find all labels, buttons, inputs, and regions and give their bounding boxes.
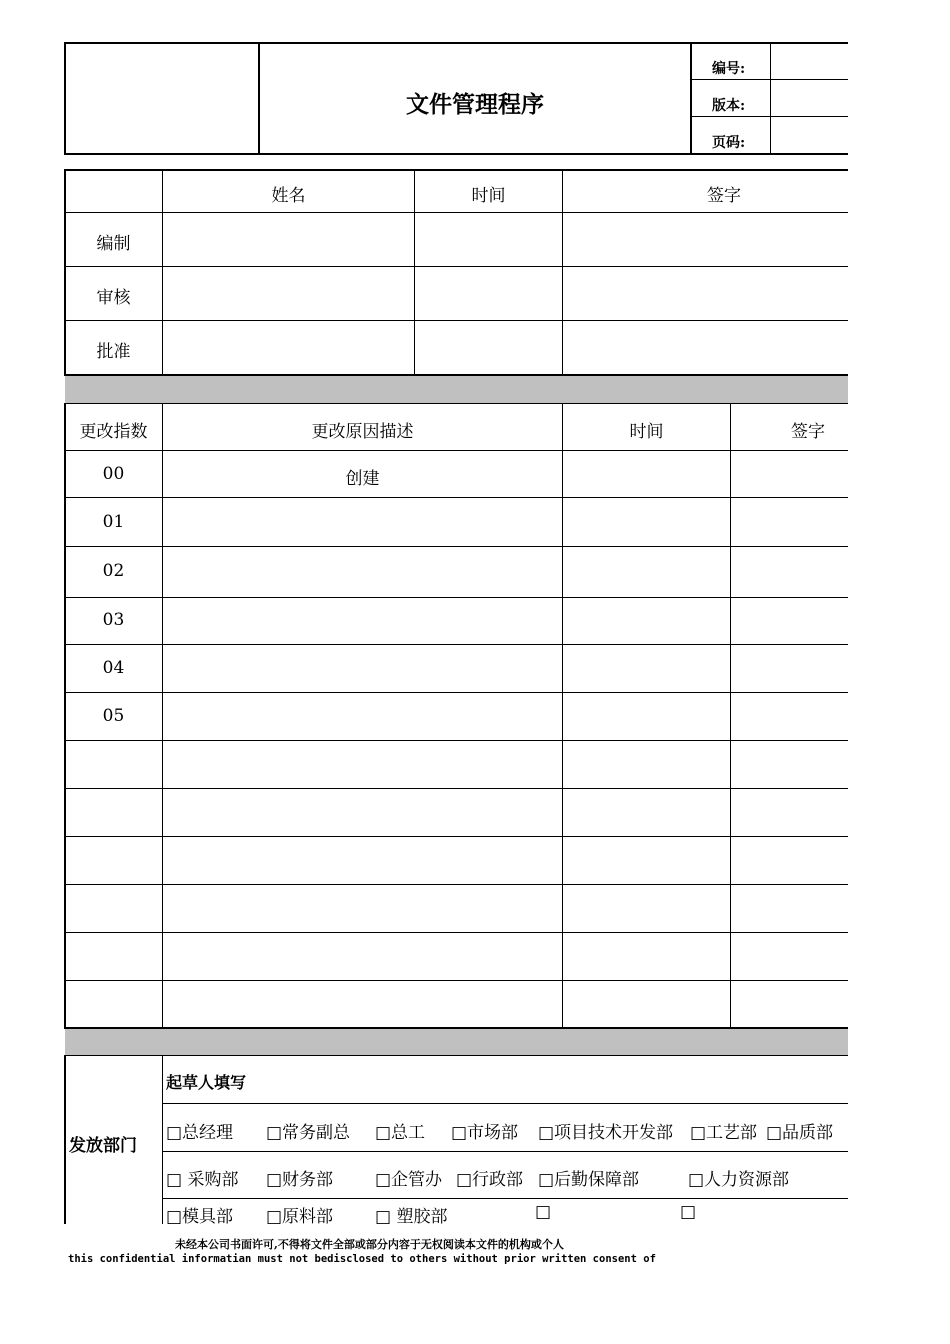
approval-row-prepared: 编制 [96, 234, 131, 254]
document-title: 文件管理程序 [406, 91, 544, 118]
section-separator [65, 376, 848, 403]
revision-col-signature: 签字 [791, 422, 825, 442]
checkbox-hr-dept[interactable]: □人力资源部 [688, 1170, 790, 1190]
checkbox-finance-dept[interactable]: □财务部 [266, 1170, 334, 1190]
checkbox-chief-engineer[interactable]: □总工 [375, 1123, 426, 1143]
revision-row-index: 04 [102, 658, 125, 678]
revision-col-index: 更改指数 [79, 422, 148, 442]
version-label: 版本: [712, 98, 746, 114]
revision-col-time: 时间 [629, 422, 664, 442]
distribution-label: 发放部门 [69, 1136, 137, 1156]
approval-row-approved: 批准 [96, 342, 131, 362]
checkbox-raw-material-dept[interactable]: □原料部 [266, 1207, 334, 1227]
revision-row-index: 05 [102, 706, 125, 726]
distribution-subtitle: 起草人填写 [166, 1073, 247, 1092]
checkbox-blank[interactable]: □ [680, 1202, 697, 1222]
checkbox-plastics-dept[interactable]: □ 塑胶部 [375, 1207, 448, 1227]
approval-row-reviewed: 审核 [96, 288, 131, 308]
checkbox-procurement-dept[interactable]: □ 采购部 [166, 1170, 239, 1190]
revision-col-description: 更改原因描述 [311, 422, 414, 442]
doc-number-label: 编号: [712, 61, 746, 77]
checkbox-logistics-dept[interactable]: □后勤保障部 [538, 1170, 640, 1190]
checkbox-blank[interactable]: □ [535, 1202, 552, 1222]
revision-row-index: 02 [102, 561, 125, 581]
checkbox-executive-deputy[interactable]: □常务副总 [266, 1123, 351, 1143]
checkbox-project-tech-dev-dept[interactable]: □项目技术开发部 [538, 1123, 674, 1143]
revision-row-index: 03 [102, 610, 125, 630]
approval-col-name: 姓名 [271, 186, 306, 206]
checkbox-quality-dept[interactable]: □品质部 [766, 1123, 834, 1143]
revision-row-desc: 创建 [345, 469, 380, 489]
confidentiality-notice-en: this confidential informatian must not bedisclosed to others without prior written consent of [68, 1253, 656, 1265]
checkbox-management-office[interactable]: □企管办 [375, 1170, 443, 1190]
page-number-label: 页码: [712, 135, 746, 151]
approval-col-time: 时间 [471, 186, 506, 206]
revision-row-index: 00 [102, 464, 125, 484]
checkbox-process-dept[interactable]: □工艺部 [690, 1123, 758, 1143]
revision-row-index: 01 [102, 512, 125, 532]
section-separator [65, 1029, 848, 1055]
confidentiality-notice-cn: 未经本公司书面许可,不得将文件全部或部分内容于无权阅读本文件的机构或个人 [175, 1238, 564, 1251]
checkbox-admin-dept[interactable]: □行政部 [456, 1170, 524, 1190]
checkbox-mold-dept[interactable]: □模具部 [166, 1207, 234, 1227]
checkbox-marketing-dept[interactable]: □市场部 [451, 1123, 519, 1143]
approval-col-signature: 签字 [707, 186, 741, 206]
checkbox-general-manager[interactable]: □总经理 [166, 1123, 234, 1143]
